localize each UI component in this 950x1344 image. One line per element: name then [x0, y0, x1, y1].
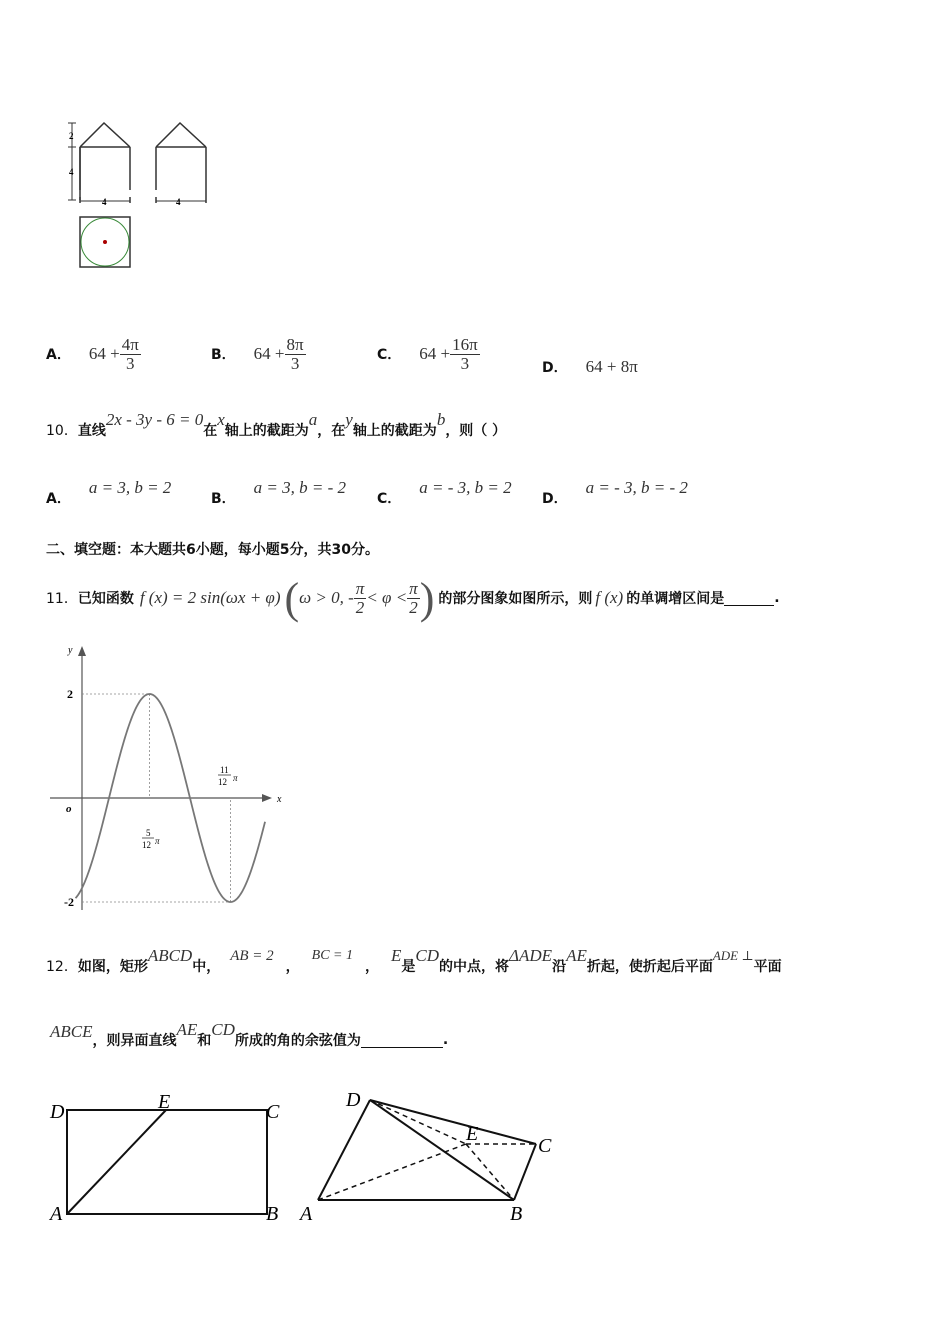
x-tick-label-max: [142, 828, 160, 850]
origin-label: o: [66, 803, 72, 815]
x-axis-label: x: [277, 794, 282, 805]
svg-text:5: 5: [146, 828, 151, 838]
y-axis-label: y: [68, 645, 73, 656]
side-view-roof: [156, 123, 206, 147]
svg-text:π: π: [233, 773, 238, 783]
svg-text:4: 4: [102, 197, 107, 207]
fold-label-e: E: [466, 1123, 479, 1145]
y-axis-arrow: [78, 646, 86, 656]
fold-label-c: C: [538, 1135, 552, 1157]
answer-blank-q11[interactable]: [724, 591, 774, 606]
fold-label-b: B: [510, 1203, 523, 1225]
x-axis-arrow: [262, 794, 272, 802]
q10-option-d: D． a = - 3, b = - 2: [542, 478, 688, 507]
q10-option-c: C． a = - 3, b = 2: [377, 478, 512, 507]
q9-option-c: C． 64 + $\frac{16\pi}{3}$: [377, 335, 478, 373]
question-12-line2: ABCE ，则异面直线 AE 和 CD 所成的角的余弦值为 .: [50, 1020, 449, 1049]
label-e: E: [158, 1091, 171, 1113]
y-tick-max: 2: [67, 687, 73, 701]
section-heading: 二、填空题：本大题共6小题，每小题5分，共30分。: [46, 542, 379, 558]
rectangle-abcd: [67, 1110, 267, 1214]
label-b: B: [266, 1203, 279, 1225]
rectangle-figure: [40, 1088, 300, 1228]
label-a: A: [50, 1203, 63, 1225]
fold-label-a: A: [300, 1203, 313, 1225]
sine-chart: [40, 640, 290, 920]
fold-label-d: D: [346, 1089, 361, 1111]
folded-figure: [296, 1086, 576, 1226]
dim-width: 4: [176, 197, 181, 207]
q9-option-b: B． 64 + $\frac{8\pi}{3}$: [211, 335, 304, 373]
svg-text:12: 12: [142, 840, 151, 850]
svg-text:12: 12: [218, 777, 227, 787]
dim-side: 4: [69, 167, 74, 177]
answer-blank-q12[interactable]: [361, 1033, 443, 1048]
segment-ae: [67, 1110, 166, 1214]
q10-option-b: B． a = 3, b = - 2: [211, 478, 347, 507]
question-10: 10． 直线 2x - 3y - 6 = 0 在 x 轴上的截距为 a ，在 y 轴上的截距为 b ，则（ ）: [46, 410, 507, 439]
three-view-figure: [60, 115, 220, 275]
label-d: D: [50, 1101, 65, 1123]
svg-text:π: π: [155, 836, 160, 846]
front-view-roof: [80, 123, 130, 147]
label-c: C: [266, 1101, 280, 1123]
question-11: 11． 已知函数 f (x) = 2 sin(ωx + φ) ( ω > 0, - $\frac{\pi}{2}$ < φ < $\frac{\pi}{2}$ ) 的部分图象如图所示，则 f (x) 的单调增区间是 .: [46, 573, 780, 623]
q9-option-a: A． 64 + $\frac{4\pi}{3}$: [46, 335, 139, 373]
q9-option-d: D． 64 + 8π: [542, 357, 638, 376]
q10-option-a: A． a = 3, b = 2: [46, 478, 172, 507]
y-tick-min: -2: [64, 895, 74, 909]
x-tick-label-min: [218, 765, 238, 787]
dim-height: 2: [69, 131, 74, 141]
question-12-line1: 12． 如图，矩形 ABCD 中， AB = 2 ， BC = 1 ， E 是 CD 的中点，将 ΔADE 沿 AE 折起，使折起后平面 ADE ⊥ 平面: [46, 946, 782, 975]
svg-text:11: 11: [220, 765, 229, 775]
